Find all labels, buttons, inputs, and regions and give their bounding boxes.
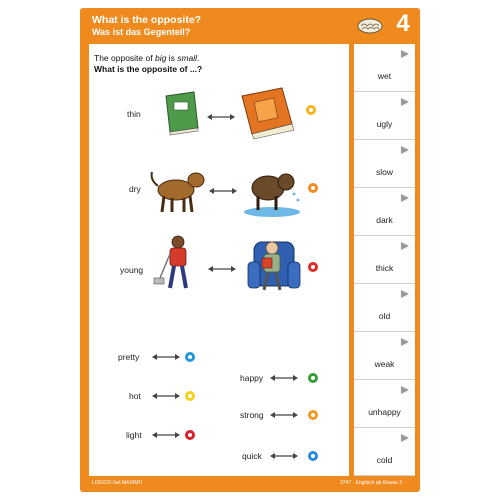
answer-dot [308,451,318,461]
intro-text-c: . [197,53,200,63]
footer-right: 3747 · Englisch ab Klasse 3 [340,480,402,486]
answer-word: old [378,311,391,321]
answer-word: dark [376,215,393,225]
pair-label-strong: strong [240,410,264,420]
answer-slot[interactable] [354,188,415,236]
triangle-marker-icon [401,146,409,154]
triangle-marker-icon [401,386,409,394]
page-title: What is the opposite? [92,14,202,26]
pair-label-quick: quick [242,451,262,461]
answer-column [354,44,415,476]
intro-line-1 [94,53,199,63]
double-arrow-icon [207,112,235,122]
triangle-marker-icon [401,194,409,202]
answer-word: cold [376,455,393,465]
answer-slot[interactable] [354,428,415,476]
answer-slot[interactable] [354,284,415,332]
pair-label-happy: happy [240,373,264,383]
answer-dot [308,183,318,193]
dry-dog-illustration [146,164,208,216]
answer-word: thick [375,263,394,273]
young-boy-vacuuming-illustration [152,234,204,294]
double-arrow-icon [208,264,236,274]
answer-dot [185,430,195,440]
answer-dot [185,391,195,401]
double-arrow-icon [152,430,180,440]
double-arrow-icon [152,391,180,401]
answer-dot [308,262,318,272]
answer-slot[interactable] [354,236,415,284]
pair-label-light: light [126,430,142,440]
answer-word: unhappy [368,407,401,417]
triangle-marker-icon [401,242,409,250]
item-label-dry: dry [129,184,141,194]
page-subtitle: Was ist das Gegenteil? [92,27,191,37]
answer-slot[interactable] [354,332,415,380]
answer-word: ugly [376,119,393,129]
page-number: 4 [396,10,410,37]
thick-orange-book-illustration [236,84,298,140]
triangle-marker-icon [401,290,409,298]
old-man-armchair-illustration [240,232,304,296]
double-arrow-icon [209,186,237,196]
green-book-illustration [160,88,202,136]
item-label-thin: thin [127,109,141,119]
answer-slot[interactable] [354,380,415,428]
double-arrow-icon [152,352,180,362]
answer-dot [308,410,318,420]
answer-dot [308,373,318,383]
intro-line-2: What is the opposite of ...? [94,64,203,74]
pair-label-pretty: pretty [118,352,140,362]
pair-label-hot: hot [129,391,141,401]
double-arrow-icon [270,451,298,461]
triangle-marker-icon [401,50,409,58]
footer-left: LOGICO-Set MAXIMO [92,480,143,486]
answer-word: weak [374,359,395,369]
brain-logo-icon [356,16,384,34]
intro-text-a: The opposite of [94,53,155,63]
double-arrow-icon [270,410,298,420]
answer-slot[interactable] [354,44,415,92]
triangle-marker-icon [401,434,409,442]
item-label-young: young [120,265,144,275]
wet-dog-illustration [240,164,304,218]
intro-word-big: big [154,53,167,63]
answer-word: slow [375,167,393,177]
answer-word: wet [377,71,392,81]
double-arrow-icon [270,373,298,383]
intro-word-small: small [177,53,198,63]
intro-text-b: is [166,53,178,63]
triangle-marker-icon [401,338,409,346]
answer-dot [306,105,316,115]
answer-slot[interactable] [354,140,415,188]
answer-slot[interactable] [354,92,415,140]
triangle-marker-icon [401,98,409,106]
answer-dot [185,352,195,362]
